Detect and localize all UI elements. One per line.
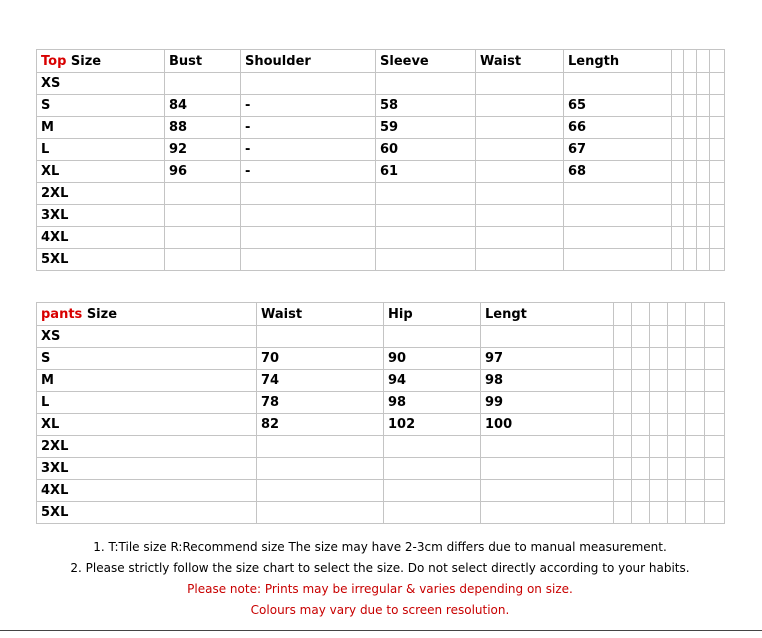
empty-cell bbox=[697, 205, 710, 227]
table-row bbox=[37, 480, 725, 502]
table-row bbox=[37, 161, 725, 183]
measurement-cell bbox=[257, 480, 384, 502]
empty-cell bbox=[686, 370, 705, 392]
empty-cell bbox=[614, 303, 632, 326]
empty-cell bbox=[668, 303, 686, 326]
empty-cell bbox=[705, 436, 725, 458]
measurement-cell: 97 bbox=[481, 348, 614, 370]
note-line-2: 2. Please strictly follow the size chart to select the size. Do not select directly according to your habits. bbox=[70, 561, 690, 575]
table-row bbox=[37, 205, 725, 227]
empty-cell bbox=[668, 392, 686, 414]
empty-cell bbox=[686, 414, 705, 436]
measurement-cell bbox=[476, 73, 564, 95]
empty-cell bbox=[632, 348, 650, 370]
empty-cell bbox=[668, 436, 686, 458]
measurement-cell bbox=[257, 436, 384, 458]
empty-cell bbox=[632, 370, 650, 392]
empty-cell bbox=[710, 95, 725, 117]
size-header-cell bbox=[37, 303, 257, 326]
empty-cell bbox=[632, 392, 650, 414]
measurement-cell: 102 bbox=[384, 414, 481, 436]
empty-cell bbox=[672, 183, 684, 205]
measurement-cell bbox=[476, 139, 564, 161]
measurement-cell: 58 bbox=[376, 95, 476, 117]
empty-cell bbox=[705, 370, 725, 392]
size-label: 3XL bbox=[37, 205, 165, 227]
size-label: L bbox=[37, 139, 165, 161]
size-label: M bbox=[37, 370, 257, 392]
size-label: 3XL bbox=[37, 458, 257, 480]
column-header: Waist bbox=[476, 50, 564, 73]
measurement-cell: 61 bbox=[376, 161, 476, 183]
measurement-cell: - bbox=[241, 139, 376, 161]
empty-cell bbox=[672, 117, 684, 139]
empty-cell bbox=[632, 480, 650, 502]
empty-cell bbox=[614, 370, 632, 392]
bottom-divider bbox=[0, 630, 762, 631]
empty-cell bbox=[668, 370, 686, 392]
measurement-cell: 65 bbox=[564, 95, 672, 117]
empty-cell bbox=[668, 458, 686, 480]
empty-cell bbox=[632, 502, 650, 524]
empty-cell bbox=[697, 227, 710, 249]
table-row bbox=[37, 502, 725, 524]
header-row bbox=[37, 303, 725, 326]
measurement-cell bbox=[376, 227, 476, 249]
empty-cell bbox=[614, 502, 632, 524]
column-header: Lengt bbox=[481, 303, 614, 326]
size-label: S bbox=[37, 95, 165, 117]
table-title-rest: Size bbox=[66, 53, 102, 69]
empty-cell bbox=[650, 326, 668, 348]
measurement-cell: - bbox=[241, 161, 376, 183]
empty-cell bbox=[672, 249, 684, 271]
measurement-cell bbox=[376, 249, 476, 271]
measurement-cell bbox=[481, 502, 614, 524]
measurement-cell bbox=[564, 183, 672, 205]
measurement-cell: 88 bbox=[165, 117, 241, 139]
empty-cell bbox=[650, 458, 668, 480]
empty-cell bbox=[668, 348, 686, 370]
measurement-cell bbox=[257, 502, 384, 524]
size-label: S bbox=[37, 348, 257, 370]
warning-colours: Colours may vary due to screen resolution. bbox=[250, 603, 510, 617]
table-row bbox=[37, 73, 725, 95]
measurement-cell: 67 bbox=[564, 139, 672, 161]
measurement-cell: 99 bbox=[481, 392, 614, 414]
empty-cell bbox=[705, 303, 725, 326]
size-label: 5XL bbox=[37, 502, 257, 524]
measurement-cell bbox=[241, 183, 376, 205]
empty-cell bbox=[672, 95, 684, 117]
empty-cell bbox=[710, 117, 725, 139]
size-label: 5XL bbox=[37, 249, 165, 271]
measurement-cell: - bbox=[241, 117, 376, 139]
empty-cell bbox=[697, 117, 710, 139]
empty-cell bbox=[697, 95, 710, 117]
measurement-cell bbox=[257, 458, 384, 480]
table-row bbox=[37, 392, 725, 414]
measurement-cell bbox=[165, 249, 241, 271]
measurement-cell bbox=[476, 205, 564, 227]
column-header: Bust bbox=[165, 50, 241, 73]
measurement-cell bbox=[384, 436, 481, 458]
table-row bbox=[37, 183, 725, 205]
empty-cell bbox=[672, 205, 684, 227]
measurement-cell bbox=[257, 326, 384, 348]
warning-prints: Please note: Prints may be irregular & varies depending on size. bbox=[187, 582, 573, 596]
empty-cell bbox=[710, 50, 725, 73]
empty-cell bbox=[672, 161, 684, 183]
empty-cell bbox=[705, 326, 725, 348]
empty-cell bbox=[697, 183, 710, 205]
empty-cell bbox=[672, 73, 684, 95]
empty-cell bbox=[705, 480, 725, 502]
empty-cell bbox=[710, 73, 725, 95]
table-row bbox=[37, 117, 725, 139]
size-label: 4XL bbox=[37, 480, 257, 502]
empty-cell bbox=[650, 502, 668, 524]
empty-cell bbox=[668, 326, 686, 348]
measurement-cell bbox=[564, 205, 672, 227]
empty-cell bbox=[650, 370, 668, 392]
measurement-cell: 74 bbox=[257, 370, 384, 392]
empty-cell bbox=[614, 436, 632, 458]
measurement-cell: 98 bbox=[384, 392, 481, 414]
table-row bbox=[37, 249, 725, 271]
measurement-cell bbox=[481, 326, 614, 348]
empty-cell bbox=[705, 414, 725, 436]
empty-cell bbox=[686, 480, 705, 502]
empty-cell bbox=[650, 480, 668, 502]
size-label: 2XL bbox=[37, 436, 257, 458]
measurement-cell bbox=[384, 326, 481, 348]
empty-cell bbox=[632, 326, 650, 348]
measurement-cell bbox=[376, 183, 476, 205]
size-label: XS bbox=[37, 73, 165, 95]
empty-cell bbox=[684, 73, 697, 95]
pants-size-table bbox=[36, 302, 725, 524]
empty-cell bbox=[697, 50, 710, 73]
empty-cell bbox=[684, 95, 697, 117]
measurement-cell bbox=[241, 73, 376, 95]
empty-cell bbox=[710, 249, 725, 271]
empty-cell bbox=[697, 73, 710, 95]
measurement-cell bbox=[376, 73, 476, 95]
size-label: XS bbox=[37, 326, 257, 348]
empty-cell bbox=[686, 303, 705, 326]
empty-cell bbox=[710, 161, 725, 183]
measurement-cell bbox=[165, 205, 241, 227]
measurement-cell: 78 bbox=[257, 392, 384, 414]
table-row bbox=[37, 348, 725, 370]
measurement-cell bbox=[476, 227, 564, 249]
empty-cell bbox=[614, 414, 632, 436]
table-row bbox=[37, 326, 725, 348]
empty-cell bbox=[697, 249, 710, 271]
measurement-cell bbox=[241, 205, 376, 227]
table-row bbox=[37, 414, 725, 436]
measurement-cell bbox=[384, 502, 481, 524]
measurement-cell: 92 bbox=[165, 139, 241, 161]
table-title-accent: pants bbox=[41, 306, 83, 322]
empty-cell bbox=[650, 348, 668, 370]
empty-cell bbox=[710, 183, 725, 205]
measurement-cell bbox=[241, 249, 376, 271]
measurement-cell bbox=[241, 227, 376, 249]
empty-cell bbox=[684, 161, 697, 183]
empty-cell bbox=[672, 139, 684, 161]
measurement-cell bbox=[384, 480, 481, 502]
measurement-cell bbox=[476, 117, 564, 139]
measurement-cell: 90 bbox=[384, 348, 481, 370]
empty-cell bbox=[684, 249, 697, 271]
empty-cell bbox=[614, 480, 632, 502]
empty-cell bbox=[686, 458, 705, 480]
empty-cell bbox=[650, 436, 668, 458]
measurement-cell bbox=[165, 183, 241, 205]
table-row bbox=[37, 436, 725, 458]
measurement-cell bbox=[476, 249, 564, 271]
measurement-cell: 94 bbox=[384, 370, 481, 392]
empty-cell bbox=[614, 326, 632, 348]
empty-cell bbox=[672, 50, 684, 73]
empty-cell bbox=[650, 303, 668, 326]
top-size-table bbox=[36, 49, 725, 271]
empty-cell bbox=[684, 227, 697, 249]
measurement-cell: 60 bbox=[376, 139, 476, 161]
measurement-cell bbox=[564, 249, 672, 271]
empty-cell bbox=[668, 502, 686, 524]
measurement-cell: 82 bbox=[257, 414, 384, 436]
measurement-cell: - bbox=[241, 95, 376, 117]
table-row bbox=[37, 370, 725, 392]
column-header: Length bbox=[564, 50, 672, 73]
empty-cell bbox=[614, 348, 632, 370]
measurement-cell bbox=[476, 183, 564, 205]
measurement-cell bbox=[384, 458, 481, 480]
column-header: Hip bbox=[384, 303, 481, 326]
measurement-cell bbox=[481, 436, 614, 458]
measurement-cell bbox=[476, 161, 564, 183]
size-label: L bbox=[37, 392, 257, 414]
empty-cell bbox=[684, 139, 697, 161]
empty-cell bbox=[650, 392, 668, 414]
empty-cell bbox=[632, 303, 650, 326]
empty-cell bbox=[632, 436, 650, 458]
measurement-cell bbox=[376, 205, 476, 227]
empty-cell bbox=[614, 458, 632, 480]
column-header: Shoulder bbox=[241, 50, 376, 73]
column-header: Waist bbox=[257, 303, 384, 326]
empty-cell bbox=[668, 414, 686, 436]
empty-cell bbox=[705, 458, 725, 480]
measurement-cell bbox=[476, 95, 564, 117]
empty-cell bbox=[684, 205, 697, 227]
size-label: XL bbox=[37, 161, 165, 183]
measurement-cell: 70 bbox=[257, 348, 384, 370]
empty-cell bbox=[710, 227, 725, 249]
empty-cell bbox=[614, 392, 632, 414]
empty-cell bbox=[668, 480, 686, 502]
empty-cell bbox=[686, 392, 705, 414]
size-notes bbox=[36, 537, 724, 621]
table-row bbox=[37, 227, 725, 249]
size-header-cell bbox=[37, 50, 165, 73]
empty-cell bbox=[650, 414, 668, 436]
empty-cell bbox=[686, 326, 705, 348]
measurement-cell bbox=[481, 458, 614, 480]
empty-cell bbox=[684, 183, 697, 205]
empty-cell bbox=[672, 227, 684, 249]
measurement-cell bbox=[481, 480, 614, 502]
measurement-cell: 84 bbox=[165, 95, 241, 117]
measurement-cell: 66 bbox=[564, 117, 672, 139]
empty-cell bbox=[686, 502, 705, 524]
header-row bbox=[37, 50, 725, 73]
empty-cell bbox=[686, 348, 705, 370]
note-line-1: 1. T:Tile size R:Recommend size The size may have 2-3cm differs due to manual measurement. bbox=[93, 540, 667, 554]
measurement-cell: 59 bbox=[376, 117, 476, 139]
empty-cell bbox=[697, 139, 710, 161]
measurement-cell bbox=[165, 227, 241, 249]
table-row bbox=[37, 95, 725, 117]
empty-cell bbox=[632, 414, 650, 436]
empty-cell bbox=[710, 205, 725, 227]
empty-cell bbox=[705, 502, 725, 524]
empty-cell bbox=[632, 458, 650, 480]
measurement-cell: 98 bbox=[481, 370, 614, 392]
table-row bbox=[37, 139, 725, 161]
measurement-cell bbox=[165, 73, 241, 95]
empty-cell bbox=[686, 436, 705, 458]
table-title-accent: Top bbox=[41, 53, 67, 69]
size-label: XL bbox=[37, 414, 257, 436]
measurement-cell: 96 bbox=[165, 161, 241, 183]
empty-cell bbox=[710, 139, 725, 161]
empty-cell bbox=[697, 161, 710, 183]
empty-cell bbox=[684, 50, 697, 73]
table-row bbox=[37, 458, 725, 480]
size-label: M bbox=[37, 117, 165, 139]
measurement-cell bbox=[564, 73, 672, 95]
measurement-cell: 68 bbox=[564, 161, 672, 183]
measurement-cell: 100 bbox=[481, 414, 614, 436]
empty-cell bbox=[705, 348, 725, 370]
empty-cell bbox=[705, 392, 725, 414]
empty-cell bbox=[684, 117, 697, 139]
size-label: 2XL bbox=[37, 183, 165, 205]
column-header: Sleeve bbox=[376, 50, 476, 73]
measurement-cell bbox=[564, 227, 672, 249]
size-label: 4XL bbox=[37, 227, 165, 249]
table-title-rest: Size bbox=[82, 306, 118, 322]
